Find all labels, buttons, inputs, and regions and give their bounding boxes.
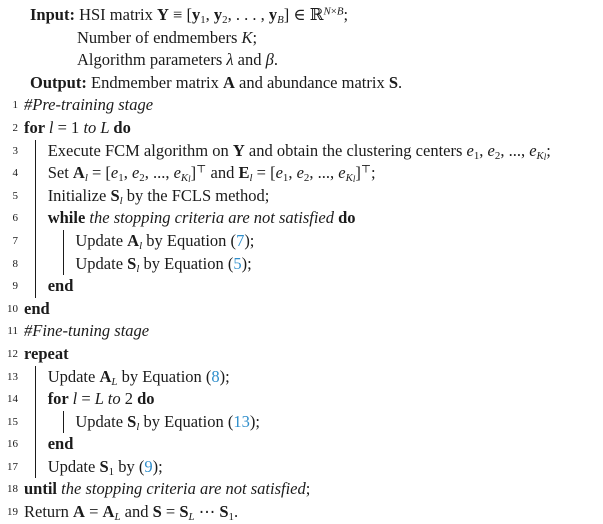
indent-bar (35, 207, 42, 230)
algorithm-line (0, 411, 603, 434)
line-number (0, 49, 18, 72)
text-segment: l (72, 389, 82, 409)
text-segment: A (222, 72, 235, 92)
text-segment: ] (355, 163, 361, 183)
text-segment: Output: (30, 72, 87, 92)
text-segment: by the FCLS method; (122, 185, 270, 205)
text-segment: 2 (494, 149, 501, 162)
text-segment: , . . . , (227, 5, 269, 24)
text-segment: ; (252, 27, 258, 47)
text-segment: Update (47, 456, 100, 476)
line-text (30, 4, 348, 27)
text-segment: A (72, 163, 85, 183)
text-segment: 2 (124, 389, 138, 409)
text-segment: , ..., (500, 140, 530, 160)
text-segment: ; (371, 163, 376, 183)
text-segment: Update (75, 230, 128, 250)
line-number: 7 (12, 234, 18, 247)
text-segment: L (100, 117, 114, 137)
line-number: 3 (12, 144, 18, 157)
text-segment: = (84, 502, 103, 522)
text-segment: S (127, 253, 137, 273)
text-segment: e (487, 140, 495, 160)
text-segment: K (180, 172, 189, 185)
text-segment: ; (343, 5, 349, 24)
text-segment: K (241, 27, 253, 47)
text-segment: K (345, 172, 353, 185)
algorithm-line (0, 27, 603, 50)
text-segment: do (137, 389, 155, 409)
text-segment: B (277, 14, 284, 27)
text-segment: A (73, 502, 85, 522)
text-segment: #Fine-tuning stage (24, 321, 150, 341)
text-segment: until (24, 479, 62, 499)
line-number: 5 (12, 189, 18, 202)
text-segment: the stopping criteria are not satisfied (89, 208, 339, 228)
algorithm-line (0, 366, 603, 389)
text-segment: e (338, 163, 346, 183)
text-segment: y (268, 5, 278, 24)
equation-ref-link[interactable]: 5 (233, 253, 242, 273)
text-segment: l (119, 194, 123, 207)
equation-ref-link[interactable]: 7 (236, 230, 245, 250)
text-segment: for (47, 389, 73, 409)
line-number: 4 (12, 167, 18, 180)
line-text (48, 185, 270, 208)
text-segment: L (94, 389, 108, 409)
text-segment: Y (157, 5, 169, 24)
algorithm-line (0, 185, 603, 208)
algorithm-line (0, 456, 603, 479)
line-number: 13 (7, 370, 18, 383)
line-number: 16 (7, 438, 18, 451)
text-segment: . (398, 72, 403, 92)
algorithm-line (0, 478, 603, 501)
text-segment: and (233, 50, 266, 70)
text-segment: Number of endmembers (77, 27, 242, 47)
text-segment: = 1 (57, 117, 84, 137)
text-segment: Return (24, 502, 74, 522)
line-text (77, 49, 278, 72)
text-segment: l (84, 172, 88, 185)
text-segment: 1 (108, 465, 115, 478)
line-text (30, 72, 402, 95)
text-segment: = [ (252, 163, 276, 183)
text-segment: λ (226, 50, 234, 70)
indent-bar (35, 411, 42, 434)
text-segment: , (479, 140, 488, 160)
text-segment: y (191, 5, 201, 24)
text-segment: N (323, 5, 331, 18)
text-segment: 1 (473, 149, 480, 162)
text-segment: 1 (118, 172, 124, 185)
text-segment: ⊤ (360, 163, 372, 176)
text-segment: l (352, 174, 356, 185)
text-segment: S (99, 456, 109, 476)
algorithm-line (0, 343, 603, 366)
indent-bar (35, 185, 42, 208)
text-segment: end (24, 298, 50, 318)
line-number: 18 (7, 483, 18, 496)
text-segment: L (111, 375, 118, 388)
text-segment: l (249, 172, 253, 185)
line-number (0, 27, 18, 50)
line-number: 8 (12, 257, 18, 270)
algorithm-line (0, 72, 603, 95)
text-segment: and (120, 502, 153, 522)
algorithm-body (0, 4, 603, 524)
text-segment: l (136, 420, 140, 433)
text-segment: , ..., (309, 163, 339, 183)
algorithm-line (0, 94, 603, 117)
text-segment: ); (244, 230, 255, 250)
text-segment: do (113, 117, 131, 137)
text-segment: HSI matrix (74, 5, 157, 24)
line-number: 17 (7, 460, 18, 473)
text-segment: K (536, 149, 544, 162)
text-segment: = [ (87, 163, 111, 183)
line-number: 11 (7, 325, 18, 338)
text-segment: 1 (228, 511, 234, 524)
line-text (48, 140, 551, 163)
text-segment: L (188, 511, 195, 524)
text-segment: e (466, 140, 474, 160)
text-segment: Algorithm parameters (77, 50, 227, 70)
line-text (24, 501, 238, 524)
text-segment: L (114, 511, 121, 524)
text-segment: ); (241, 253, 252, 273)
text-segment: end (47, 276, 74, 296)
line-text (24, 298, 50, 321)
text-segment: Execute FCM algorithm on (47, 140, 233, 160)
text-segment: while (47, 208, 90, 228)
line-text (24, 343, 69, 366)
line-text (24, 478, 310, 501)
text-segment: l (543, 151, 547, 162)
text-segment: ; (546, 140, 551, 160)
text-segment: B (336, 5, 344, 18)
algorithm-line (0, 253, 603, 276)
line-text (75, 253, 251, 276)
text-segment: l (136, 262, 140, 275)
text-segment: A (99, 366, 112, 386)
text-segment: and (206, 163, 239, 183)
indent-bar (35, 456, 42, 479)
text-segment: ); (249, 411, 260, 431)
algorithm-line (0, 162, 603, 185)
text-segment: Update (75, 411, 128, 431)
text-segment: ; (305, 479, 311, 499)
indent-bar (35, 230, 42, 253)
text-segment: = (161, 502, 180, 522)
text-segment: l (48, 117, 58, 137)
text-segment: e (275, 163, 283, 183)
algorithm-line (0, 275, 603, 298)
text-segment: ⊤ (196, 163, 207, 176)
line-number: 10 (7, 302, 18, 315)
text-segment: e (296, 163, 304, 183)
text-segment: for (24, 117, 49, 137)
line-text (48, 366, 230, 389)
text-segment: and abundance matrix (234, 72, 389, 92)
text-segment: ≡ [ (168, 5, 192, 24)
line-number: 19 (7, 506, 18, 519)
text-segment: 2 (303, 172, 310, 185)
text-segment: to (107, 389, 125, 409)
indent-bar (35, 433, 42, 456)
line-text (24, 117, 131, 140)
text-segment: . (273, 50, 278, 70)
algorithm-line (0, 140, 603, 163)
text-segment: β (265, 50, 274, 70)
equation-ref-link[interactable]: 9 (144, 456, 153, 476)
algorithm-line (0, 501, 603, 524)
text-segment: Initialize (47, 185, 111, 205)
text-segment: by Equation ( (117, 366, 212, 386)
text-segment: Endmember matrix (86, 72, 223, 92)
text-segment: ⋯ (194, 502, 220, 522)
indent-bar (35, 253, 42, 276)
text-segment: l (139, 239, 143, 252)
indent-bar (35, 366, 42, 389)
algorithm-line (0, 49, 603, 72)
algorithm-line (0, 298, 603, 321)
text-segment: by ( (114, 456, 145, 476)
text-segment: Update (75, 253, 128, 273)
indent-bar (35, 140, 42, 163)
line-text (75, 230, 254, 253)
line-number (0, 72, 18, 95)
text-segment: Y (232, 140, 245, 160)
line-number: 15 (7, 415, 18, 428)
indent-bar (63, 253, 70, 276)
algorithm-line (0, 230, 603, 253)
text-segment: e (529, 140, 537, 160)
text-segment: e (110, 163, 119, 183)
line-text (48, 388, 155, 411)
text-segment: to (83, 117, 101, 137)
text-segment: y (213, 5, 223, 24)
text-segment: S (110, 185, 120, 205)
text-segment: ); (219, 366, 230, 386)
text-segment: E (238, 163, 250, 183)
text-segment: 2 (222, 14, 228, 27)
algorithm-line (0, 433, 603, 456)
text-segment: Set (47, 163, 73, 183)
text-segment: 1 (200, 14, 206, 27)
text-segment: , (205, 5, 214, 24)
text-segment: S (127, 411, 137, 431)
text-segment: by Equation ( (139, 253, 234, 273)
line-text (48, 275, 74, 298)
line-number: 12 (7, 347, 18, 360)
line-number: 14 (7, 393, 18, 406)
text-segment: and obtain the clustering centers (244, 140, 467, 160)
text-segment: A (102, 502, 115, 522)
indent-bar (35, 275, 42, 298)
line-text (75, 411, 260, 434)
line-number: 2 (12, 121, 18, 134)
text-segment: , (123, 163, 132, 183)
text-segment: ] (190, 163, 197, 183)
text-segment: ); (152, 456, 163, 476)
algorithm-line (0, 320, 603, 343)
indent-bar (35, 388, 42, 411)
line-text (48, 433, 74, 456)
line-text (77, 27, 257, 50)
text-segment: end (47, 434, 74, 454)
text-segment: S (388, 72, 399, 92)
text-segment: A (127, 230, 140, 250)
text-segment: 2 (139, 172, 145, 185)
equation-ref-link[interactable]: 13 (233, 411, 250, 431)
text-segment: by Equation ( (142, 230, 237, 250)
text-segment: by Equation ( (139, 411, 234, 431)
text-segment: S (219, 502, 229, 522)
line-text (48, 456, 163, 479)
text-segment: 1 (282, 172, 289, 185)
text-segment: . (233, 502, 239, 522)
text-segment: e (131, 163, 140, 183)
text-segment: the stopping criteria are not satisfied (61, 479, 306, 499)
algorithm-line (0, 4, 603, 27)
text-segment: ] ∈ ℝ (283, 5, 324, 24)
line-number: 6 (12, 212, 18, 225)
text-segment: × (330, 5, 337, 18)
equation-ref-link[interactable]: 8 (211, 366, 220, 386)
line-number: 9 (12, 280, 18, 293)
text-segment: Input: (30, 5, 75, 24)
text-segment: = (81, 389, 95, 409)
text-segment: , (288, 163, 297, 183)
text-segment: l (188, 174, 191, 185)
line-text (24, 320, 149, 343)
line-text (48, 162, 376, 185)
text-segment: Update (47, 366, 100, 386)
line-text (24, 94, 153, 117)
algorithm-line (0, 388, 603, 411)
algorithm-line (0, 207, 603, 230)
text-segment: #Pre-training stage (24, 95, 154, 115)
line-number: 1 (12, 99, 18, 112)
line-text (48, 207, 356, 230)
text-segment: do (338, 208, 356, 228)
line-number (0, 4, 18, 27)
indent-bar (63, 411, 70, 434)
indent-bar (63, 230, 70, 253)
text-segment: e (173, 163, 181, 183)
algorithm-line (0, 117, 603, 140)
text-segment: S (179, 502, 189, 522)
text-segment: S (152, 502, 162, 522)
indent-bar (35, 162, 42, 185)
text-segment: , ..., (144, 163, 174, 183)
text-segment: repeat (24, 343, 69, 363)
